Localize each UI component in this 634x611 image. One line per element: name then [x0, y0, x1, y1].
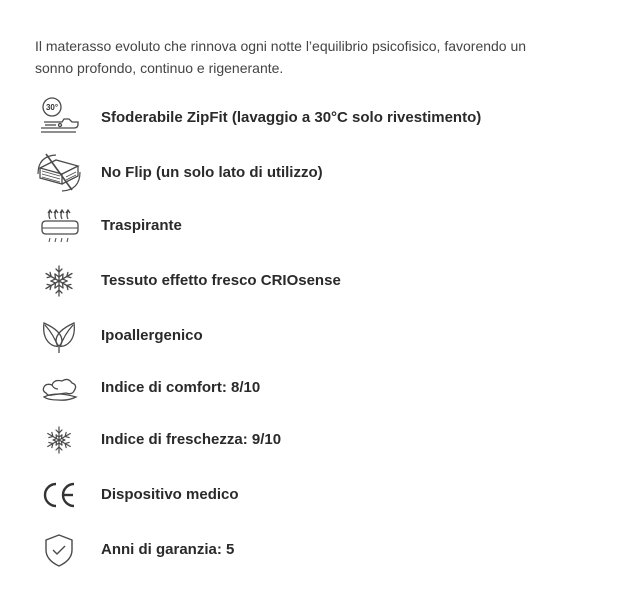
feature-label: Traspirante [101, 217, 182, 234]
svg-text:30°: 30° [45, 103, 59, 112]
description-line-2: sonno profondo, continuo e rigenerante. [35, 60, 284, 76]
feature-label: No Flip (un solo lato di utilizzo) [101, 164, 323, 181]
feature-label: Indice di freschezza: 9/10 [101, 431, 282, 448]
breathable-icon [36, 203, 82, 249]
description-line-1: Il materasso evoluto che rinnova ogni notte l’equilibrio psicofisico, favorendo un [35, 38, 527, 54]
feature-no-flip [36, 150, 616, 196]
feature-washable [36, 95, 616, 141]
no-flip-icon [36, 150, 82, 196]
feature-label: Indice di comfort: 8/10 [101, 379, 261, 396]
feature-label: Tessuto effetto fresco CRIOsense [101, 272, 341, 289]
feature-warranty [36, 527, 616, 573]
feature-breathable [36, 203, 616, 249]
ce-mark-icon [36, 472, 82, 518]
feature-label: Ipoallergenico [101, 327, 203, 344]
feature-label: Dispositivo medico [101, 486, 239, 503]
feature-hypoallergenic [36, 313, 616, 359]
feature-label: Sfoderabile ZipFit (lavaggio a 30°C solo rivestimento) [101, 109, 482, 126]
snowflake-icon [36, 258, 82, 304]
comfort-icon [36, 365, 82, 411]
feature-comfort-index [36, 365, 616, 411]
leaf-icon [36, 313, 82, 359]
feature-label: Anni di garanzia: 5 [101, 541, 235, 558]
freshness-snowflake-icon [36, 417, 82, 463]
feature-freshness-index [36, 417, 616, 463]
feature-cooling-fabric [36, 258, 616, 304]
feature-medical-device [36, 472, 616, 518]
shield-check-icon [36, 527, 82, 573]
washable-30-icon [36, 95, 82, 141]
